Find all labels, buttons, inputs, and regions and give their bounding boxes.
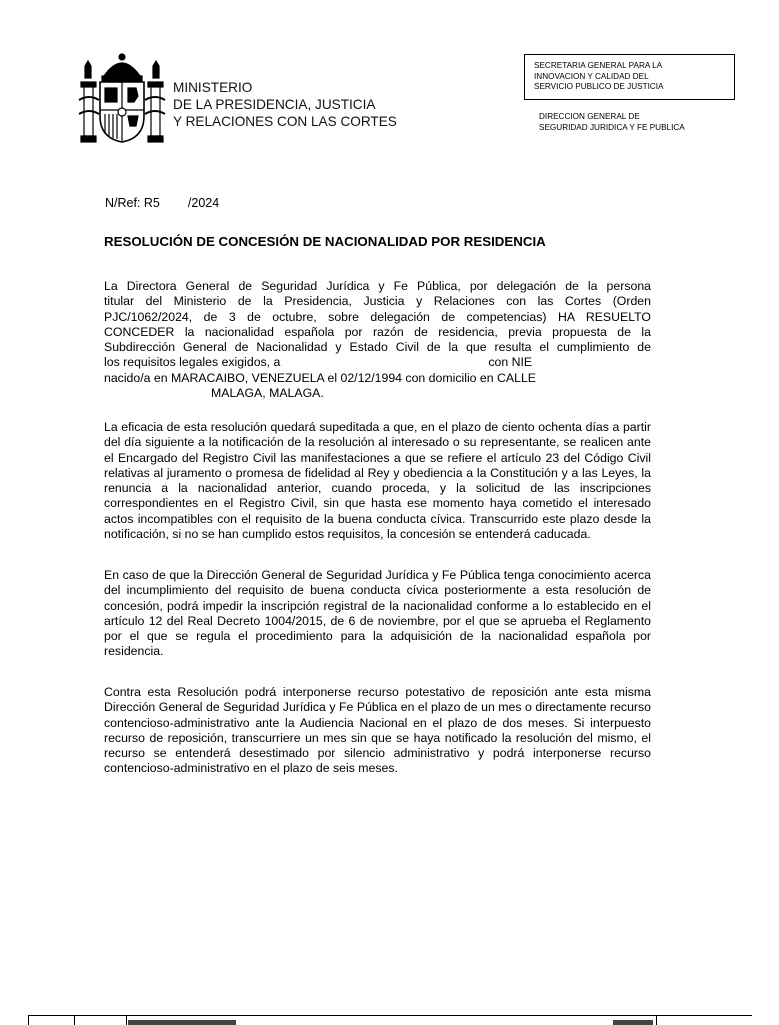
- paragraph-text: En caso de que la Dirección General de Seguridad Jurídica y Fe Pública tenga conocimiento acerca del incumplimiento del requisito de buena conducta cívica posteriormente a esta resolución de concesión, podrá impedir la inscripción registral de la nacionalidad conforme a lo establecido en el artículo 12 del Real Decreto 1004/2015, de 6 de noviembre, por el que se aprueba el Reglamento por el que se regula el procedimiento para la adquisición de la nacionalidad española por residencia.: [104, 568, 651, 659]
- paragraph-line: La Directora General de Seguridad Jurídica y Fe Pública, por delegación de la persona: [104, 279, 651, 293]
- ministry-line: DE LA PRESIDENCIA, JUSTICIA: [173, 97, 376, 112]
- paragraph-conduct: [104, 568, 651, 660]
- footer-bar: [128, 1020, 236, 1025]
- nie-label: con NIE: [488, 355, 533, 370]
- reference-prefix: N/Ref: R5: [105, 196, 160, 210]
- street-label: CALLE: [497, 370, 536, 385]
- secretariat-line: INNOVACION Y CALIDAD DEL: [534, 71, 649, 81]
- paragraph-line: Subdirección General de Nacionalidad y Estado Civil de la que resulta el cumplimiento de: [104, 340, 651, 355]
- secretariat-box: [524, 54, 735, 100]
- ministry-line: MINISTERIO: [173, 80, 253, 95]
- address-city: MALAGA, MALAGA.: [211, 386, 324, 401]
- birth-text: nacido/a en MARACAIBO, VENEZUELA el 02/12/1994 con domicilio en: [104, 370, 494, 385]
- reference-suffix: /2024: [187, 196, 220, 210]
- paragraph-text: Contra esta Resolución podrá interponerse recurso potestativo de reposición ante esta misma Dirección General de Seguridad Jurídica y Fe Pública en el plazo de un mes o directamente recurso contencioso-administrativo ante la Audiencia Nacional en el plazo de dos meses. Si interpuesto recurso de reposición, transcurriere un mes sin que se haya notificado la resolución del mismo, el recurso se entenderá desestimado por silencio administrativo y podrá interponerse recurso contencioso-administrativo en el plazo de seis meses.: [104, 685, 651, 776]
- reference-number: [105, 196, 219, 210]
- paragraph-efficacy: [104, 420, 651, 542]
- paragraph-line: titular del Ministerio de la Presidencia, Justicia y Relaciones con las Cortes (Orden: [104, 294, 651, 309]
- footer-bar: [613, 1020, 653, 1025]
- paragraph-line: CONCEDER la nacionalidad española por razón de residencia, previa propuesta de la: [104, 324, 651, 339]
- coat-of-arms-logo: [78, 52, 166, 148]
- paragraph-line: PJC/1062/2024, de 3 de octubre, sobre delegación de competencias) HA RESUELTO: [104, 309, 651, 324]
- ministry-name: [173, 79, 397, 130]
- requirements-text: los requisitos legales exigidos, a: [104, 355, 281, 370]
- paragraph-line: [104, 386, 651, 401]
- directorate-line: DIRECCION GENERAL DE: [539, 112, 640, 121]
- directorate-label: [539, 111, 685, 133]
- paragraph-resolution: [104, 279, 651, 401]
- secretariat-line: SERVICIO PUBLICO DE JUSTICIA: [534, 82, 664, 91]
- document-title: RESOLUCIÓN DE CONCESIÓN DE NACIONALIDAD POR RESIDENCIA: [104, 234, 546, 249]
- paragraph-line: [104, 355, 651, 370]
- paragraph-appeal: [104, 685, 651, 777]
- paragraph-line: [104, 371, 651, 386]
- directorate-line: SEGURIDAD JURIDICA Y FE PUBLICA: [539, 123, 685, 132]
- paragraph-text: La eficacia de esta resolución quedará supeditada a que, en el plazo de ciento ochenta días a partir del día siguiente a la notificación de la resolución al interesado o su representante, se realicen ante el Encargado del Registro Civil las manifestaciones a que se refiere el artículo 23 del Código Civil relativas al juramento o promesa de fidelidad al Rey y obediencia a la Constitución y a las Leyes, la renuncia a la nacionalidad anterior, cuando proceda, y la solicitud de las inscripciones correspondientes en el Registro Civil, sin que hasta ese momento haya cometido el interesado actos incompatibles con el requisito de la buena conducta cívica. Transcurrido este plazo desde la notificación, si no se han cumplido estos requisitos, la concesión se entenderá caducada.: [104, 420, 651, 542]
- ministry-line: Y RELACIONES CON LAS CORTES: [173, 114, 397, 129]
- secretariat-line: SECRETARIA GENERAL PARA LA: [534, 61, 663, 70]
